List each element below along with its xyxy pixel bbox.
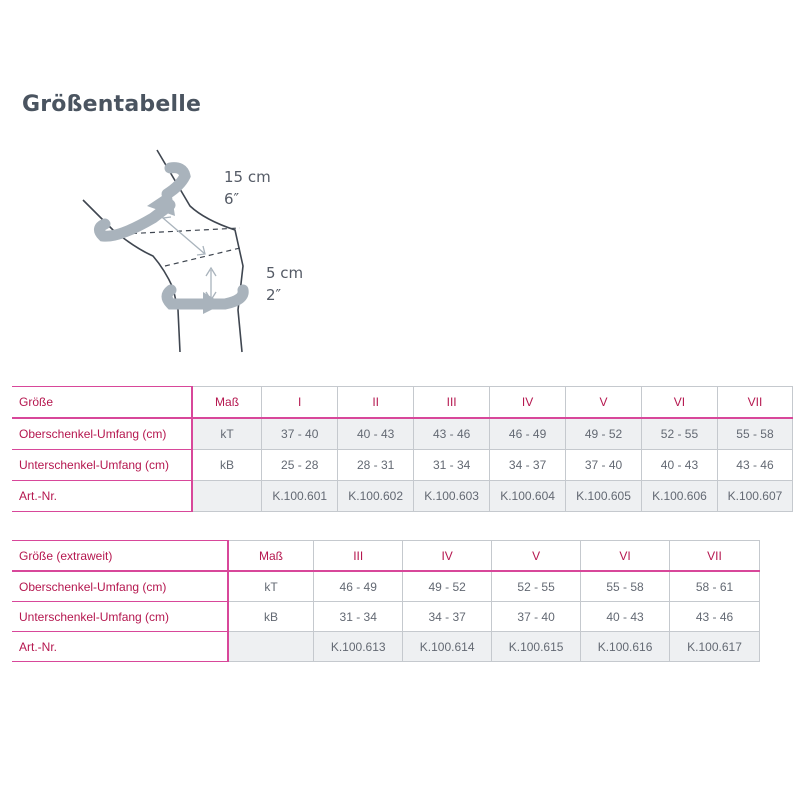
upper-measurement-inch: 6″: [224, 190, 240, 208]
value-cell: 55 - 58: [581, 571, 670, 602]
table-row: [12, 481, 793, 512]
size-col-header: IV: [490, 387, 566, 419]
value-cell: 52 - 55: [642, 418, 718, 450]
size-table-standard: [12, 386, 793, 512]
mass-cell: kT: [192, 418, 262, 450]
table-row: [12, 450, 793, 481]
size-col-header: VI: [642, 387, 718, 419]
value-cell: 52 - 55: [492, 571, 581, 602]
value-cell: 40 - 43: [642, 450, 718, 481]
value-cell: 46 - 49: [314, 571, 403, 602]
row-label: Oberschenkel-Umfang (cm): [12, 418, 192, 450]
value-cell: 28 - 31: [338, 450, 414, 481]
value-cell: 46 - 49: [490, 418, 566, 450]
value-cell: 31 - 34: [414, 450, 490, 481]
upper-measurement-cm: 15 cm: [224, 168, 271, 186]
article-number-cell: K.100.616: [581, 632, 670, 662]
article-number-cell: K.100.603: [414, 481, 490, 512]
size-header: Größe (extraweit): [12, 541, 228, 572]
mass-header: Maß: [192, 387, 262, 419]
article-number-cell: K.100.605: [566, 481, 642, 512]
article-number-cell: K.100.613: [314, 632, 403, 662]
size-col-header: I: [262, 387, 338, 419]
lower-measurement-inch: 2″: [266, 286, 282, 304]
mass-cell: kB: [228, 602, 314, 632]
mass-cell: [192, 481, 262, 512]
size-col-header: VII: [670, 541, 760, 572]
row-label: Unterschenkel-Umfang (cm): [12, 602, 228, 632]
value-cell: 31 - 34: [314, 602, 403, 632]
article-number-cell: K.100.601: [262, 481, 338, 512]
value-cell: 43 - 46: [717, 450, 792, 481]
size-col-header: VII: [717, 387, 792, 419]
value-cell: 43 - 46: [670, 602, 760, 632]
table-header-row: [12, 387, 793, 419]
table-row: [12, 632, 760, 662]
row-label: Art.-Nr.: [12, 632, 228, 662]
row-label: Oberschenkel-Umfang (cm): [12, 571, 228, 602]
mass-cell: [228, 632, 314, 662]
lower-measurement: [266, 262, 303, 306]
size-col-header: V: [566, 387, 642, 419]
page-title: Größentabelle: [22, 92, 202, 117]
size-col-header: II: [338, 387, 414, 419]
article-number-cell: K.100.614: [403, 632, 492, 662]
size-col-header: III: [314, 541, 403, 572]
value-cell: 25 - 28: [262, 450, 338, 481]
size-col-header: IV: [403, 541, 492, 572]
mass-cell: kT: [228, 571, 314, 602]
size-header: Größe: [12, 387, 192, 419]
article-number-cell: K.100.604: [490, 481, 566, 512]
article-number-cell: K.100.606: [642, 481, 718, 512]
value-cell: 37 - 40: [566, 450, 642, 481]
upper-measurement: [224, 166, 271, 210]
value-cell: 55 - 58: [717, 418, 792, 450]
knee-measurement-diagram: [75, 148, 315, 358]
row-label: Art.-Nr.: [12, 481, 192, 512]
row-label: Unterschenkel-Umfang (cm): [12, 450, 192, 481]
value-cell: 37 - 40: [492, 602, 581, 632]
table-row: [12, 602, 760, 632]
value-cell: 34 - 37: [490, 450, 566, 481]
size-table-extra-wide: [12, 540, 760, 662]
table-row: [12, 418, 793, 450]
value-cell: 40 - 43: [581, 602, 670, 632]
size-col-header: VI: [581, 541, 670, 572]
value-cell: 34 - 37: [403, 602, 492, 632]
value-cell: 43 - 46: [414, 418, 490, 450]
table-row: [12, 571, 760, 602]
mass-header: Maß: [228, 541, 314, 572]
article-number-cell: K.100.617: [670, 632, 760, 662]
size-col-header: V: [492, 541, 581, 572]
mass-cell: kB: [192, 450, 262, 481]
article-number-cell: K.100.607: [717, 481, 792, 512]
value-cell: 49 - 52: [403, 571, 492, 602]
value-cell: 40 - 43: [338, 418, 414, 450]
table-header-row: [12, 541, 760, 572]
size-col-header: III: [414, 387, 490, 419]
lower-measurement-cm: 5 cm: [266, 264, 304, 282]
article-number-cell: K.100.602: [338, 481, 414, 512]
value-cell: 58 - 61: [670, 571, 760, 602]
value-cell: 37 - 40: [262, 418, 338, 450]
value-cell: 49 - 52: [566, 418, 642, 450]
article-number-cell: K.100.615: [492, 632, 581, 662]
